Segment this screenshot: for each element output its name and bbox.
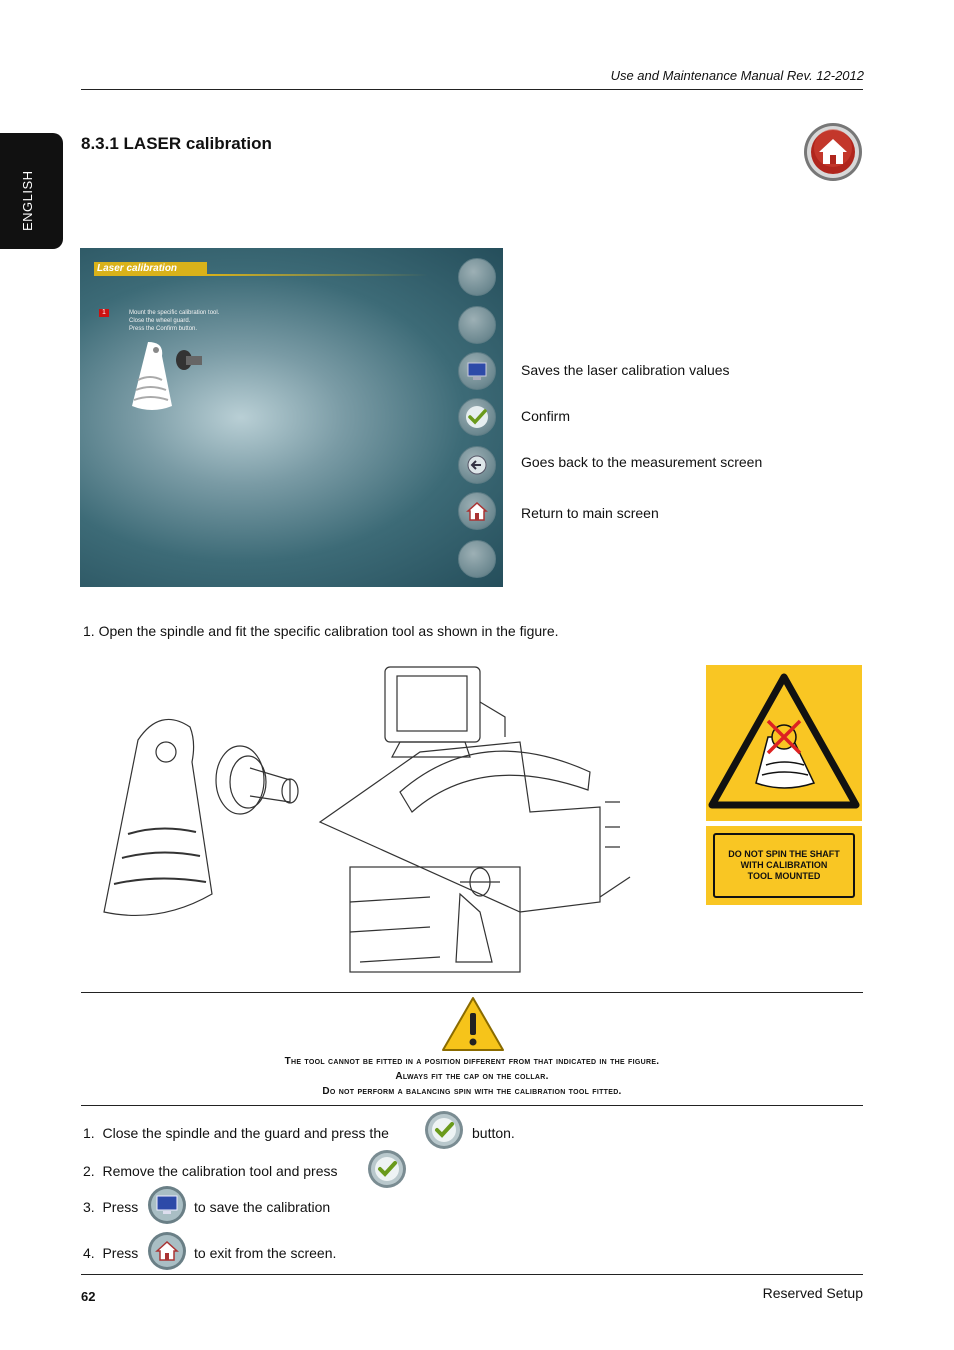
step-4: 4. Press <box>83 1245 139 1261</box>
empty-button-3[interactable] <box>458 540 496 578</box>
step-4-after: to exit from the screen. <box>194 1245 337 1261</box>
warning-triangle-icon <box>706 665 862 821</box>
check-icon <box>424 1110 464 1150</box>
home-button[interactable] <box>458 492 496 530</box>
step-1: 1. Close the spindle and the guard and press the <box>83 1125 389 1141</box>
screen-title: Laser calibration <box>94 262 207 276</box>
save-monitor-icon <box>147 1185 187 1225</box>
back-arrow-icon <box>459 447 495 483</box>
calibration-screen <box>80 248 503 587</box>
step-badge: 1 <box>99 309 109 317</box>
caution-line-1: The tool cannot be fitted in a position different from that indicated in the figure. <box>284 1056 660 1067</box>
step-3-after: to save the calibration <box>194 1199 331 1215</box>
footer-rule <box>81 1274 863 1275</box>
warning-label-line2: WITH CALIBRATION <box>740 860 828 870</box>
empty-button-1[interactable] <box>458 258 496 296</box>
calibration-tool-icon <box>128 340 208 412</box>
check-icon <box>367 1149 407 1189</box>
home-icon <box>147 1231 187 1271</box>
section-title: 8.3.1 LASER calibration <box>81 134 272 153</box>
screen-instructions: Mount the specific calibration tool. Close the wheel guard. Press the Confirm button. <box>129 310 220 332</box>
manual-title: Use and Maintenance Manual Rev. 12-2012 <box>610 68 864 83</box>
page-number: 62 <box>81 1289 96 1304</box>
step-intro: 1. Open the spindle and fit the specific calibration tool as shown in the figure. <box>83 623 559 639</box>
warning-sign <box>706 665 862 821</box>
calibration-figure <box>100 662 660 977</box>
caution-line-3: Do not perform a balancing spin with the calibration tool fitted. <box>322 1086 622 1097</box>
legend-confirm: Confirm <box>521 408 571 424</box>
warning-label <box>706 826 862 905</box>
warning-label-line3: TOOL MOUNTED <box>747 871 821 881</box>
step-1-after: button. <box>472 1125 515 1141</box>
check-icon <box>459 399 495 435</box>
header-rule <box>81 89 863 90</box>
save-button[interactable] <box>458 352 496 390</box>
confirm-button[interactable] <box>458 398 496 436</box>
empty-button-2[interactable] <box>458 306 496 344</box>
screen-title-underline <box>206 274 428 276</box>
step-3: 3. Press <box>83 1199 139 1215</box>
home-icon <box>459 493 495 529</box>
language-tab-label: ENGLISH <box>20 170 35 231</box>
legend-back: Goes back to the measurement screen <box>521 454 763 470</box>
legend-save: Saves the laser calibration values <box>521 362 730 378</box>
step-2: 2. Remove the calibration tool and press <box>83 1163 338 1179</box>
footer-section: Reserved Setup <box>762 1285 863 1301</box>
back-button[interactable] <box>458 446 496 484</box>
warning-label-line1: DO NOT SPIN THE SHAFT <box>728 849 840 859</box>
legend-home: Return to main screen <box>521 505 659 521</box>
caution-line-2: Always fit the cap on the collar. <box>395 1071 549 1082</box>
save-monitor-icon <box>459 353 495 389</box>
caution-bottom-rule <box>81 1105 863 1106</box>
caution-icon <box>440 995 506 1053</box>
home-icon <box>803 122 863 182</box>
language-tab <box>0 133 63 249</box>
caution-top-rule <box>81 992 863 993</box>
